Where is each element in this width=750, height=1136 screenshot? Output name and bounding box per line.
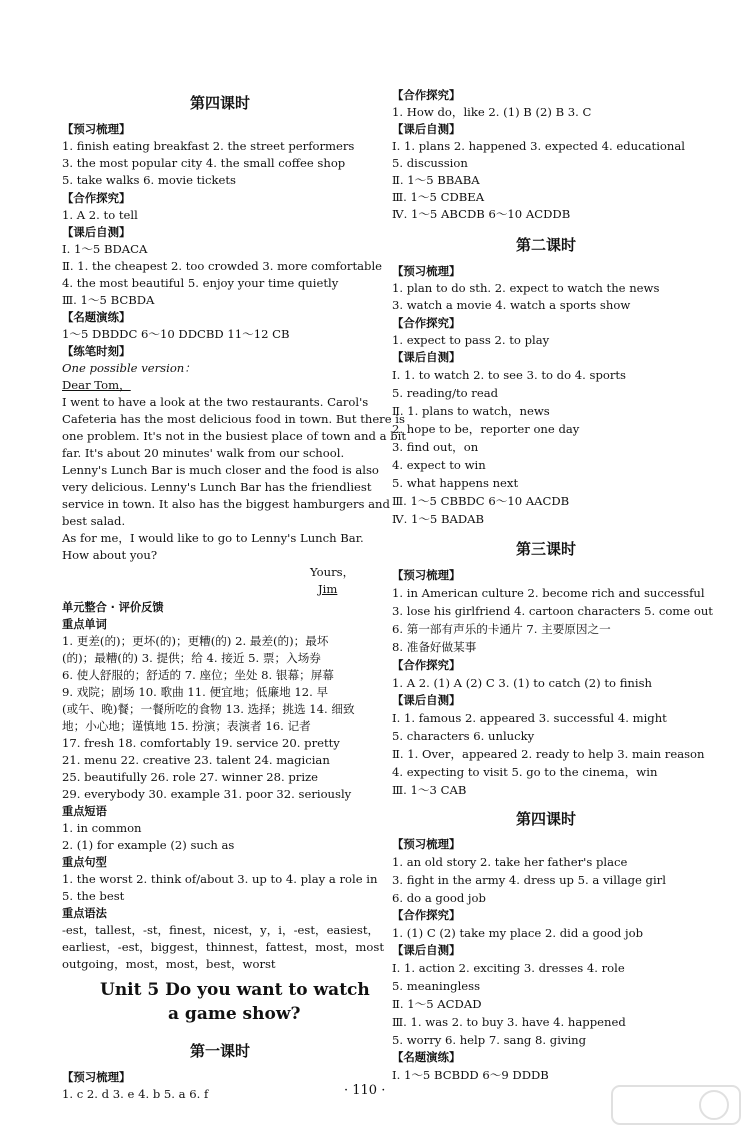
letter-closing: Yours，	[310, 565, 355, 579]
vocab-line: 21. menu 22. creative 23. talent 24. magician	[62, 753, 330, 767]
lesson-title: 第一课时	[190, 1042, 251, 1060]
answer-line: Ⅰ. 1. action 2. exciting 3. dresses 4. role	[392, 961, 625, 975]
section-tag: 【合作探究】	[392, 908, 461, 922]
answer-line: Ⅲ. 1. was 2. to buy 3. have 4. happened	[392, 1015, 626, 1029]
answer-line: 3. fight in the army 4. dress up 5. a village girl	[392, 873, 666, 887]
letter-line: As for me，I would like to go to Lenny's Lunch Bar.	[62, 531, 364, 545]
phrase-line: 2. (1) for example (2) such as	[62, 838, 235, 852]
letter-line: one problem. It's not in the busiest place of town and a bit	[62, 429, 407, 443]
vocab-line: 1. 更差(的)；更坏(的)；更糟(的) 2. 最差(的)；最坏	[62, 634, 329, 648]
sub-heading: 重点语法	[62, 907, 107, 920]
grammar-line: outgoing，most，most，best，worst	[62, 957, 276, 971]
section-tag: 【预习梳理】	[392, 264, 461, 278]
lesson-title: 第四课时	[516, 810, 577, 828]
answer-line: 4. expecting to visit 5. go to the cinema，win	[392, 765, 658, 779]
section-tag: 【名题演练】	[392, 1050, 461, 1064]
answer-line: 5. discussion	[392, 156, 468, 170]
letter-line: far. It's about 20 minutes' walk from our school.	[62, 446, 345, 460]
answer-line: Ⅱ. 1～5 ACDAD	[392, 997, 482, 1011]
vocab-line: (的)；最糟(的) 3. 提供；给 4. 接近 5. 票；入场券	[62, 651, 321, 665]
possible-version: One possible version：	[62, 361, 196, 375]
answer-line: Ⅱ. 1. the cheapest 2. too crowded 3. more comfortable	[62, 259, 383, 273]
section-tag: 【预习梳理】	[62, 122, 131, 136]
vocab-line: 25. beautifully 26. role 27. winner 28. prize	[62, 770, 319, 784]
grammar-line: -est，tallest，-st，finest，nicest，y，i，-est，easiest，	[62, 923, 380, 937]
letter-line: Cafeteria has the most delicious food in town. But there is	[62, 412, 405, 426]
section-tag: 【练笔时刻】	[62, 344, 131, 358]
vocab-line: 6. 使人舒服的；舒适的 7. 座位；坐处 8. 银幕；屏幕	[62, 668, 334, 682]
answer-line: Ⅲ. 1～3 CAB	[392, 783, 467, 797]
section-tag: 【课后自测】	[392, 122, 461, 136]
answer-line: 3. watch a movie 4. watch a sports show	[392, 298, 631, 312]
answer-line: Ⅲ. 1～5 CDBEA	[392, 190, 485, 204]
answer-line: Ⅰ. 1～5 BCBDD 6～9 DDDB	[392, 1068, 549, 1082]
answer-line: 6. do a good job	[392, 891, 486, 905]
sub-heading: 重点短语	[62, 805, 107, 818]
answer-line: 5. take walks 6. movie tickets	[62, 173, 236, 187]
unit-title: a game show?	[168, 1004, 301, 1024]
sentence-line: 1. the worst 2. think of/about 3. up to 4. play a role in	[62, 872, 378, 886]
answer-line: 8. 准备好做某事	[392, 640, 477, 654]
vocab-line: 17. fresh 18. comfortably 19. service 20. pretty	[62, 736, 340, 750]
answer-line: 5. what happens next	[392, 476, 519, 490]
answer-line: 1. c 2. d 3. e 4. b 5. a 6. f	[62, 1087, 209, 1101]
phrase-line: 1. in common	[62, 821, 142, 835]
answer-line: 5. reading/to read	[392, 386, 499, 400]
letter-line: very delicious. Lenny's Lunch Bar has the friendliest	[62, 480, 372, 494]
section-tag: 【合作探究】	[62, 191, 131, 205]
answer-line: 4. the most beautiful 5. enjoy your time quietly	[62, 276, 339, 290]
section-tag: 【合作探究】	[392, 88, 461, 102]
answer-line: 1. finish eating breakfast 2. the street performers	[62, 139, 355, 153]
section-tag: 【预习梳理】	[62, 1070, 131, 1084]
answer-line: Ⅳ. 1～5 BADAB	[392, 512, 485, 526]
answer-line: 6. 第一部有声乐的卡通片 7. 主要原因之一	[392, 622, 611, 636]
letter-line: How about you?	[62, 548, 158, 562]
answer-line: 4. expect to win	[392, 458, 486, 472]
sub-heading: 重点句型	[62, 856, 107, 869]
section-tag: 【合作探究】	[392, 658, 461, 672]
sub-heading: 重点单词	[62, 618, 107, 631]
answer-line: Ⅰ. 1. plans 2. happened 3. expected 4. educational	[392, 139, 685, 153]
letter-line: I went to have a look at the two restaurants. Carol's	[62, 395, 369, 409]
answer-line: Ⅱ. 1. Over，appeared 2. ready to help 3. main reason	[392, 747, 705, 761]
answer-line: Ⅲ. 1～5 BCBDA	[62, 293, 155, 307]
lesson-title: 第二课时	[516, 236, 577, 254]
section-tag: 【名题演练】	[62, 310, 131, 324]
section-tag: 【课后自测】	[62, 225, 131, 239]
lesson-title: 第四课时	[190, 94, 251, 112]
vocab-line: 9. 戏院；剧场 10. 歌曲 11. 便宜地；低廉地 12. 早	[62, 685, 329, 699]
answer-line: 5. characters 6. unlucky	[392, 729, 535, 743]
letter-line: best salad.	[62, 514, 126, 528]
answer-line: 1. A 2. (1) A (2) C 3. (1) to catch (2) to finish	[392, 676, 653, 690]
vocab-line: 29. everybody 30. example 31. poor 32. seriously	[62, 787, 352, 801]
answer-line: 5. meaningless	[392, 979, 481, 993]
answer-line: Ⅱ. 1. plans to watch，news	[392, 404, 550, 418]
answer-line: 1. plan to do sth. 2. expect to watch the news	[392, 281, 660, 295]
answer-line: 3. lose his girlfriend 4. cartoon characters 5. come out	[392, 604, 713, 618]
page-number: · 110 ·	[344, 1083, 386, 1098]
section-tag: 【合作探究】	[392, 316, 461, 330]
answer-line: Ⅱ. 1～5 BBABA	[392, 173, 480, 187]
section-tag: 【课后自测】	[392, 693, 461, 707]
answer-line: 1. in American culture 2. become rich and successful	[392, 586, 705, 600]
answer-line: 1. (1) C (2) take my place 2. did a good job	[392, 926, 644, 940]
answer-line: 3. find out，on	[392, 440, 479, 454]
answer-line: 1. an old story 2. take her father's place	[392, 855, 628, 869]
answer-line: Ⅳ. 1～5 ABCDB 6～10 ACDDB	[392, 207, 571, 221]
answer-line: Ⅰ. 1～5 BDACA	[62, 242, 148, 256]
answer-line: 5. worry 6. help 7. sang 8. giving	[392, 1033, 587, 1047]
vocab-line: (或午、晚)餐；一餐所吃的食物 13. 选择；挑选 14. 细致	[62, 702, 355, 716]
answer-line: 1. A 2. to tell	[62, 208, 138, 222]
letter-signature: Jim	[318, 582, 338, 596]
lesson-title: 第三课时	[516, 540, 577, 558]
answer-line: 1～5 DBDDC 6～10 DDCBD 11～12 CB	[62, 327, 290, 341]
unit-review-heading: 单元整合 · 评价反馈	[62, 601, 164, 614]
letter-line: Lenny's Lunch Bar is much closer and the food is also	[62, 463, 379, 477]
section-tag: 【课后自测】	[392, 350, 461, 364]
answer-line: Ⅰ. 1. famous 2. appeared 3. successful 4. might	[392, 711, 667, 725]
answer-line: Ⅲ. 1～5 CBBDC 6～10 AACDB	[392, 494, 570, 508]
vocab-line: 地；小心地；谨慎地 15. 扮演；表演者 16. 记者	[62, 719, 311, 733]
grammar-line: earliest，-est，biggest，thinnest，fattest，most，most	[62, 940, 384, 954]
watermark-logo	[610, 1082, 742, 1128]
answer-line: 1. expect to pass 2. to play	[392, 333, 550, 347]
sentence-line: 5. the best	[62, 889, 125, 903]
answer-line: 1. How do，like 2. (1) B (2) B 3. C	[392, 105, 592, 119]
unit-title: Unit 5 Do you want to watch	[100, 980, 370, 1000]
letter-greeting: Dear Tom，	[62, 378, 131, 392]
section-tag: 【预习梳理】	[392, 568, 461, 582]
answer-line: Ⅰ. 1. to watch 2. to see 3. to do 4. sports	[392, 368, 626, 382]
answer-line: 3. the most popular city 4. the small coffee shop	[62, 156, 346, 170]
section-tag: 【预习梳理】	[392, 837, 461, 851]
section-tag: 【课后自测】	[392, 943, 461, 957]
answer-line: 2. hope to be，reporter one day	[392, 422, 580, 436]
letter-line: service in town. It also has the biggest hamburgers and	[62, 497, 390, 511]
